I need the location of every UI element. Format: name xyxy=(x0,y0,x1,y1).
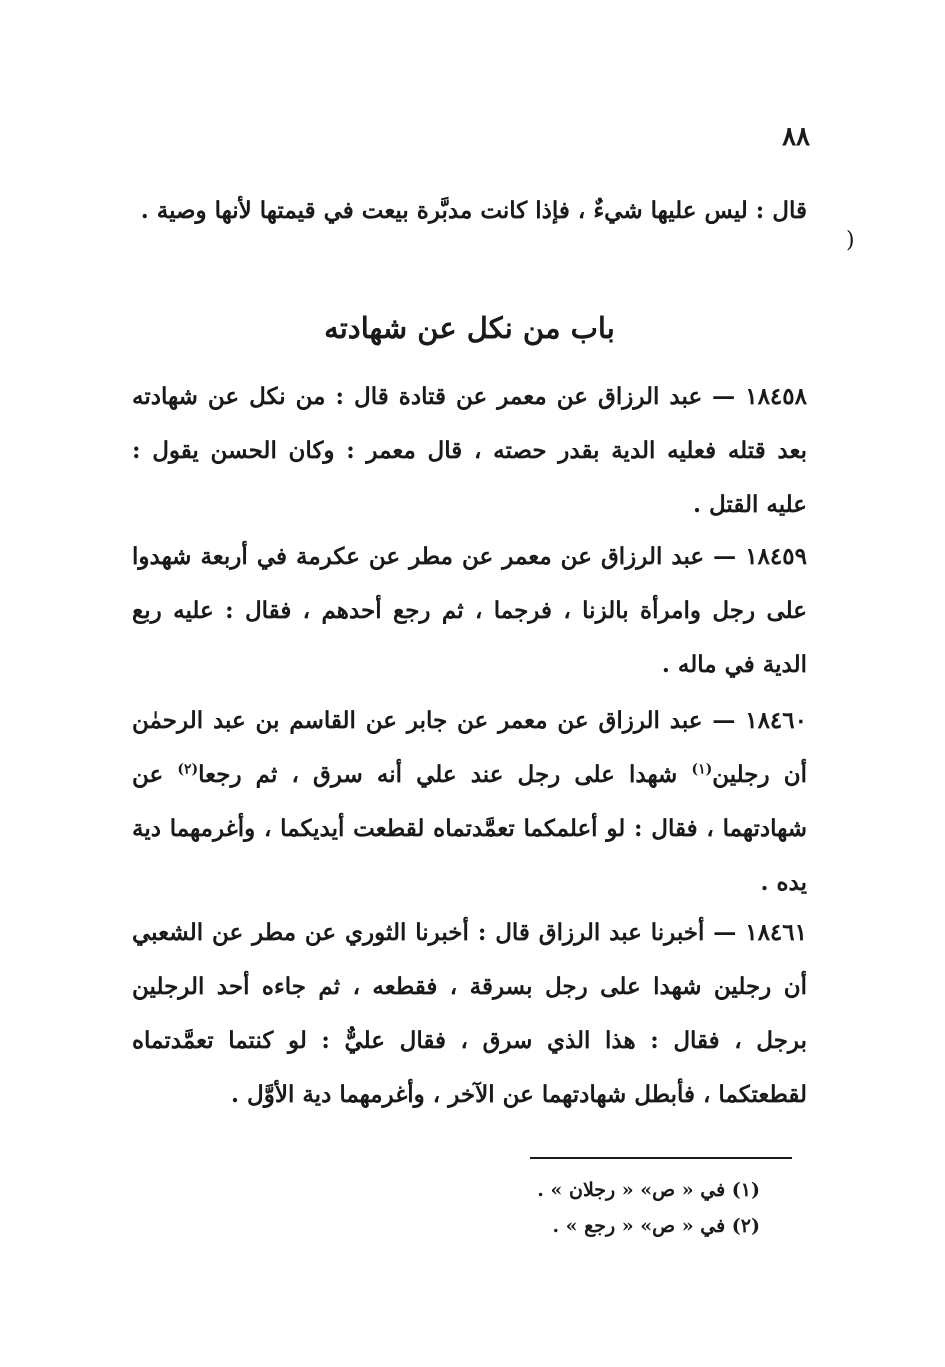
hadith-18460 xyxy=(132,694,807,910)
hadith-18459 xyxy=(132,530,807,692)
hadith-text-part-1: — عبد الرزاق عن معمر عن جابر عن القاسم بن عبد الرحمٰن أن رجلين xyxy=(132,707,807,788)
hadith-number: ١٨٤٦٠ xyxy=(745,707,807,734)
footnote-2: (٢) في « ص» « رجع » . xyxy=(552,1215,760,1237)
hadith-18461 xyxy=(132,906,807,1122)
hadith-text-part-2: شهدا على رجل عند علي أنه سرق ، ثم رجعا xyxy=(198,761,692,788)
footnote-ref-2: (٢) xyxy=(177,761,199,778)
margin-mark: ) xyxy=(846,228,855,253)
hadith-number: ١٨٤٥٩ xyxy=(745,543,807,570)
hadith-text-part-3: عن شهادتهما ، فقال : لو أعلمكما تعمَّدتماه لقطعت أيديكما ، وأغرمهما دية يده . xyxy=(132,761,807,896)
hadith-text: — عبد الرزاق عن معمر عن قتادة قال : من نكل عن شهادته بعد قتله فعليه الدية بقدر حصته ، قال معمر : وكان الحسن يقول : عليه القتل . xyxy=(132,383,808,518)
footnotes xyxy=(480,1172,760,1244)
hadith-18458 xyxy=(132,370,807,532)
hadith-text: — أخبرنا عبد الرزاق قال : أخبرنا الثوري عن مطر عن الشعبي أن رجلين شهدا على رجل بسرقة ، فقطعه ، ثم جاءه أحد الرجلين برجل ، فقال : هذا الذي سرق ، فقال عليٌّ : لو كنتما تعمَّدتماه لقطعتكما ، فأبطل شهادتهما عن الآخر ، وأغرمهما دية الأوَّل . xyxy=(132,919,808,1108)
chapter-title: باب من نكل عن شهادته xyxy=(324,311,615,345)
footnote-1: (١) في « ص» « رجلان » . xyxy=(537,1179,760,1201)
hadith-number: ١٨٤٦١ xyxy=(745,919,807,946)
hadith-number: ١٨٤٥٨ xyxy=(745,383,807,410)
hadith-text: — عبد الرزاق عن معمر عن مطر عن عكرمة في أربعة شهدوا على رجل وامرأة بالزنا ، فرجما ، ثم رجع أحدهم ، فقال : عليه ربع الدية في ماله . xyxy=(132,543,807,678)
footnote-ref-1: (١) xyxy=(691,761,713,778)
intro-paragraph: قال : ليس عليها شيءٌ ، فإذا كانت مدبَّرة بيعت في قيمتها لأنها وصية . xyxy=(140,197,807,224)
page-number: ٨٨ xyxy=(782,122,810,152)
footnote-divider xyxy=(530,1157,792,1159)
